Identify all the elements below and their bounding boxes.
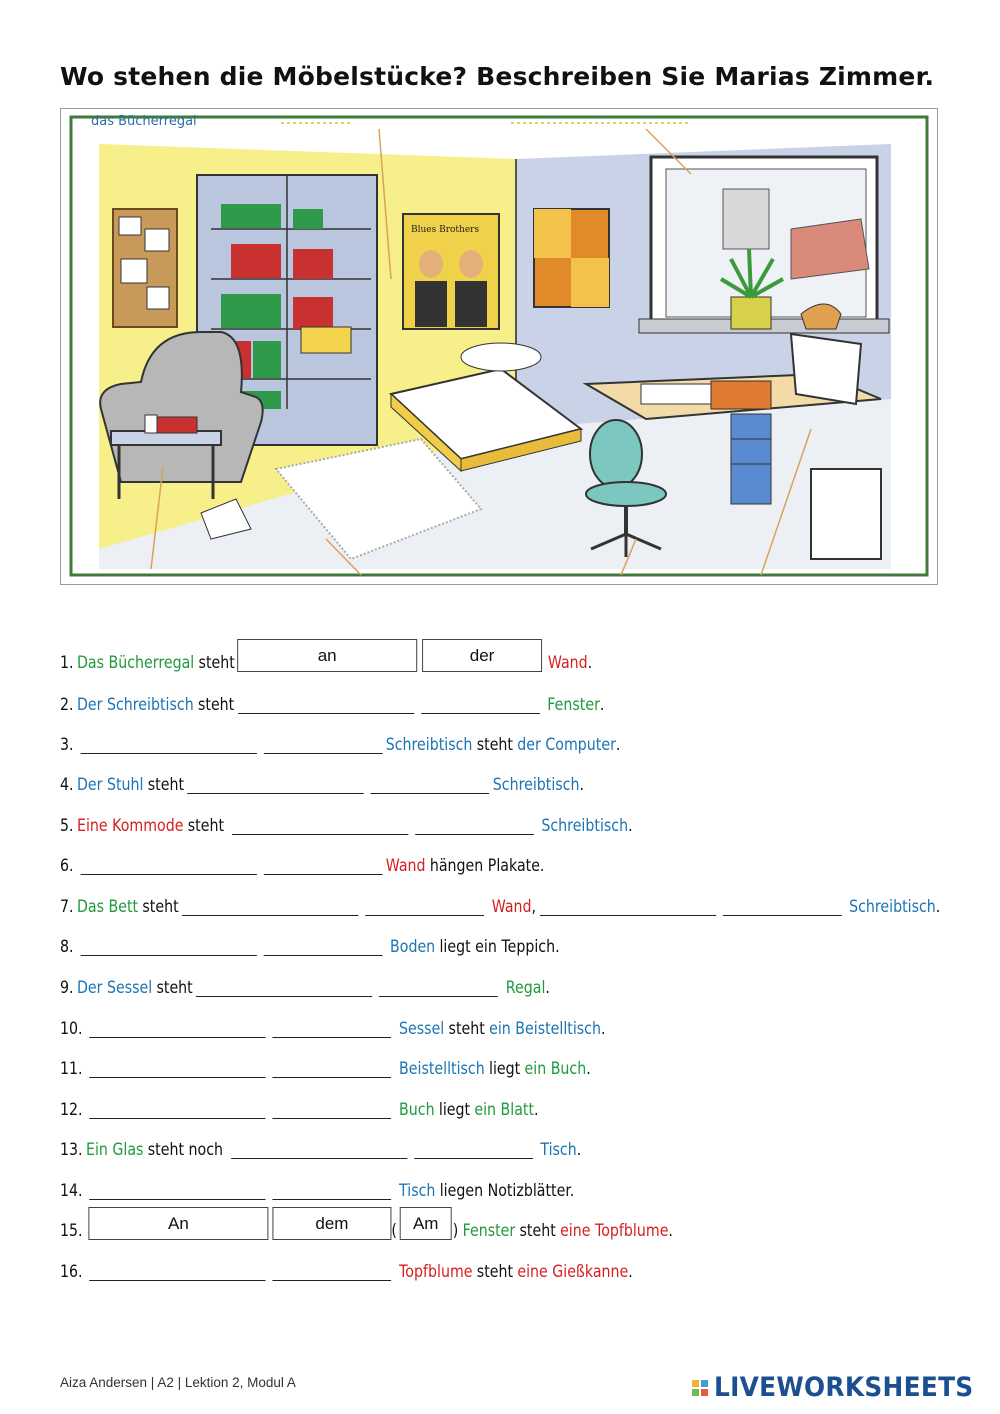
answer-blank-preposition[interactable] bbox=[89, 1100, 265, 1119]
answer-blank-preposition-2[interactable] bbox=[539, 897, 715, 916]
exercise-number: 1. bbox=[60, 653, 74, 672]
answer-blank-article[interactable] bbox=[273, 1059, 392, 1078]
subject: ein Blatt bbox=[474, 1100, 535, 1119]
exercise-13 bbox=[60, 1125, 581, 1159]
noun: Regal bbox=[505, 978, 546, 997]
noun: Topfblume bbox=[399, 1262, 473, 1281]
book bbox=[153, 417, 197, 433]
exercise-5 bbox=[60, 801, 633, 835]
exercise-number: 11. bbox=[60, 1059, 83, 1078]
noun-2: Schreibtisch bbox=[849, 897, 936, 916]
noun: Tisch bbox=[399, 1181, 436, 1200]
glass bbox=[145, 415, 157, 433]
exercise-number: 14. bbox=[60, 1181, 83, 1200]
exercise-number: 5. bbox=[60, 816, 74, 835]
sentence-rest: hängen Plakate. bbox=[429, 856, 545, 875]
answer-blank-article[interactable] bbox=[379, 978, 498, 997]
keyboard bbox=[641, 384, 711, 404]
noun: Wand bbox=[491, 897, 532, 916]
verb: steht bbox=[156, 978, 193, 997]
footer-credit: Aiza Andersen | A2 | Lektion 2, Modul A bbox=[60, 1375, 296, 1390]
answer-blank-article[interactable] bbox=[273, 1019, 392, 1038]
monitor bbox=[791, 334, 861, 404]
noun: Schreibtisch bbox=[385, 735, 473, 754]
noun: Beistelltisch bbox=[399, 1059, 485, 1078]
room-illustration bbox=[60, 108, 938, 585]
exercise-number: 9. bbox=[60, 978, 74, 997]
punctuation: . bbox=[599, 695, 605, 714]
noun: Sessel bbox=[399, 1019, 445, 1038]
answer-box-article[interactable]: der bbox=[422, 639, 542, 672]
answer-blank-article[interactable] bbox=[264, 735, 383, 754]
verb: steht bbox=[476, 735, 513, 754]
subject: Ein Glas bbox=[86, 1140, 144, 1159]
answer-box-preposition[interactable]: an bbox=[237, 639, 417, 672]
answer-blank-preposition[interactable] bbox=[89, 1262, 265, 1281]
exercise-7 bbox=[60, 882, 940, 916]
exercise-6 bbox=[60, 841, 544, 875]
punctuation: . bbox=[600, 1019, 606, 1038]
answer-box-article[interactable]: dem bbox=[273, 1207, 392, 1240]
exercise-number: 15. bbox=[60, 1221, 83, 1240]
answer-blank-preposition[interactable] bbox=[80, 856, 256, 875]
exercise-number: 16. bbox=[60, 1262, 83, 1281]
answer-blank-preposition[interactable] bbox=[182, 897, 358, 916]
punctuation: , bbox=[531, 897, 537, 916]
exercise-11 bbox=[60, 1044, 591, 1078]
answer-box-preposition[interactable]: An bbox=[89, 1207, 269, 1240]
exercise-3 bbox=[60, 720, 620, 754]
noun: Wand bbox=[385, 856, 426, 875]
drawer-unit bbox=[731, 414, 771, 504]
paren-open: ( bbox=[391, 1221, 397, 1240]
brand-name: LIVEWORKSHEETS bbox=[714, 1372, 974, 1403]
verb: liegt bbox=[438, 1100, 471, 1119]
punctuation: . bbox=[615, 735, 621, 754]
noun: Boden bbox=[390, 937, 436, 956]
answer-blank-preposition[interactable] bbox=[187, 775, 363, 794]
answer-blank-preposition[interactable] bbox=[80, 937, 256, 956]
answer-blank-article[interactable] bbox=[273, 1181, 392, 1200]
subject: ein Beistelltisch bbox=[489, 1019, 601, 1038]
illustration-label: das Bücherregal bbox=[91, 114, 197, 129]
answer-blank-article[interactable] bbox=[273, 1262, 392, 1281]
answer-blank-preposition[interactable] bbox=[89, 1181, 265, 1200]
answer-blank-preposition[interactable] bbox=[231, 1140, 407, 1159]
exercise-number: 10. bbox=[60, 1019, 83, 1038]
sentence-rest: liegen Notizblätter. bbox=[439, 1181, 575, 1200]
subject: eine Gießkanne bbox=[517, 1262, 629, 1281]
exercise-number: 12. bbox=[60, 1100, 83, 1119]
verb: steht bbox=[198, 653, 235, 672]
subject: Der Sessel bbox=[76, 978, 153, 997]
liveworksheets-logo[interactable] bbox=[692, 1372, 996, 1403]
noun: Schreibtisch bbox=[541, 816, 629, 835]
punctuation: . bbox=[586, 1059, 591, 1078]
exercise-2 bbox=[60, 680, 604, 714]
verb: steht bbox=[519, 1221, 556, 1240]
answer-blank-article[interactable] bbox=[365, 897, 484, 916]
verb: steht noch bbox=[147, 1140, 223, 1159]
exercise-number: 7. bbox=[60, 897, 74, 916]
punctuation: . bbox=[534, 1100, 539, 1119]
verb: steht bbox=[187, 816, 225, 835]
subject: eine Topfblume bbox=[560, 1221, 669, 1240]
liveworksheets-icon bbox=[692, 1380, 708, 1396]
punctuation: . bbox=[545, 978, 550, 997]
answer-blank-article[interactable] bbox=[371, 775, 490, 794]
answer-blank-article-2[interactable] bbox=[723, 897, 842, 916]
answer-blank-preposition[interactable] bbox=[89, 1059, 265, 1078]
answer-blank-article[interactable] bbox=[421, 695, 540, 714]
subject: Eine Kommode bbox=[76, 816, 184, 835]
computer-tower bbox=[811, 469, 881, 559]
poster-title: Blues Brothers bbox=[411, 225, 480, 235]
verb: steht bbox=[476, 1262, 514, 1281]
answer-blank-article[interactable] bbox=[414, 1140, 533, 1159]
answer-blank-preposition[interactable] bbox=[89, 1019, 265, 1038]
noun: Fenster bbox=[462, 1221, 516, 1240]
exercise-16 bbox=[60, 1247, 633, 1281]
answer-blank-preposition[interactable] bbox=[238, 695, 414, 714]
noun: Fenster bbox=[547, 695, 600, 714]
exercise-10 bbox=[60, 1004, 605, 1038]
verb: steht bbox=[142, 897, 179, 916]
punctuation: . bbox=[628, 816, 633, 835]
noun: Buch bbox=[399, 1100, 435, 1119]
exercise-number: 8. bbox=[60, 937, 74, 956]
subject: Das Bett bbox=[76, 897, 139, 916]
subject: ein Buch bbox=[524, 1059, 587, 1078]
answer-blank-article[interactable] bbox=[273, 1100, 392, 1119]
punctuation: . bbox=[668, 1221, 673, 1240]
exercise-4 bbox=[60, 760, 584, 794]
answer-blank-preposition[interactable] bbox=[80, 735, 256, 754]
answer-blank-article[interactable] bbox=[415, 816, 534, 835]
exercise-number: 3. bbox=[60, 735, 74, 754]
exercise-number: 4. bbox=[60, 775, 74, 794]
exercise-8 bbox=[60, 922, 560, 956]
exercise-number: 2. bbox=[60, 695, 74, 714]
paren-close: ) bbox=[452, 1221, 459, 1240]
punctuation: . bbox=[576, 1140, 582, 1159]
verb: steht bbox=[448, 1019, 485, 1038]
exercise-15 bbox=[60, 1206, 673, 1240]
noun: Tisch bbox=[540, 1140, 577, 1159]
answer-blank-preposition[interactable] bbox=[232, 816, 408, 835]
punctuation: . bbox=[579, 775, 585, 794]
answer-blank-article[interactable] bbox=[264, 856, 383, 875]
exercise-14 bbox=[60, 1166, 574, 1200]
answer-box-contraction[interactable]: Am bbox=[399, 1207, 451, 1240]
subject: Das Bücherregal bbox=[76, 653, 195, 672]
verb: steht bbox=[147, 775, 185, 794]
noun: Wand bbox=[547, 653, 588, 672]
plant-pot bbox=[731, 297, 771, 329]
exercise-number: 13. bbox=[60, 1140, 83, 1159]
sentence-rest: liegt ein Teppich. bbox=[439, 937, 560, 956]
punctuation: . bbox=[935, 897, 941, 916]
noun: Schreibtisch bbox=[492, 775, 580, 794]
punctuation: . bbox=[587, 653, 593, 672]
answer-blank-preposition[interactable] bbox=[196, 978, 372, 997]
exercise-number: 6. bbox=[60, 856, 74, 875]
subject: Der Stuhl bbox=[76, 775, 144, 794]
exercise-1 bbox=[60, 638, 592, 672]
exercise-12 bbox=[60, 1085, 539, 1119]
verb: liegt bbox=[489, 1059, 521, 1078]
page-title: Wo stehen die Möbelstücke? Beschreiben Sie Marias Zimmer. bbox=[60, 62, 935, 91]
subject: der Computer bbox=[517, 735, 616, 754]
punctuation: . bbox=[628, 1262, 633, 1281]
desk-chair bbox=[590, 420, 642, 488]
exercise-9 bbox=[60, 963, 550, 997]
subject: Der Schreibtisch bbox=[76, 695, 194, 714]
answer-blank-article[interactable] bbox=[264, 937, 383, 956]
verb: steht bbox=[197, 695, 235, 714]
room-drawing bbox=[61, 109, 937, 584]
